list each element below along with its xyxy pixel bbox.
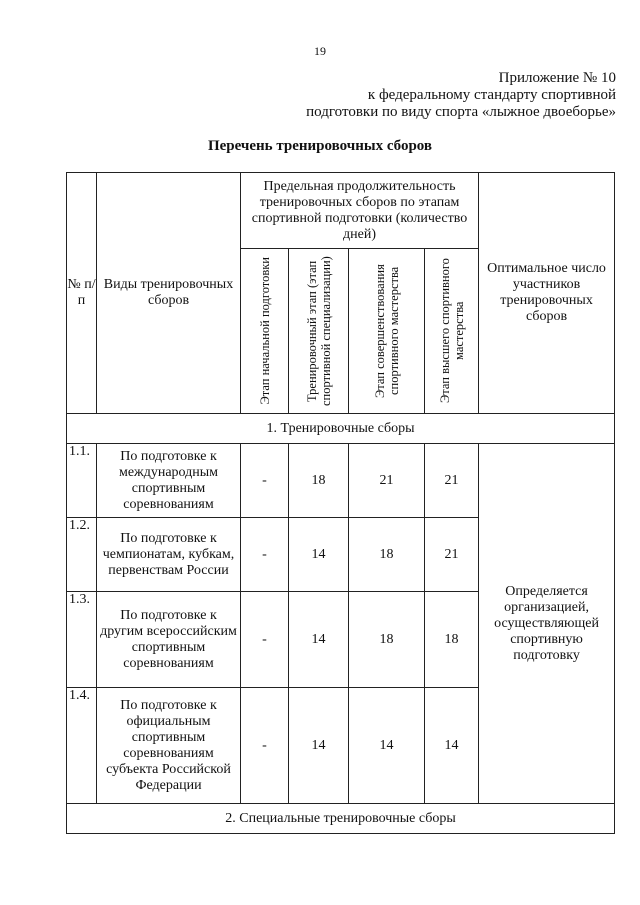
- header-stage-initial: [241, 249, 289, 414]
- table-row: [67, 444, 615, 518]
- row-stage-training-value: 14: [289, 688, 349, 804]
- training-camps-table: [66, 172, 615, 834]
- appendix-line-3: подготовки по виду спорта «лыжное двоеборье»: [306, 104, 616, 120]
- appendix-line-2: к федеральному стандарту спортивной: [367, 87, 616, 103]
- header-stage-improvement-label: Этап совершенствования спортивного мастерства: [372, 264, 401, 398]
- row-number: 1.2.: [67, 518, 97, 592]
- row-kind: По подготовке к официальным спортивным соревнованиям субъекта Российской Федерации: [97, 688, 241, 804]
- row-stage-initial-value: -: [241, 518, 289, 592]
- document-title: Перечень тренировочных сборов: [207, 138, 433, 154]
- row-kind: По подготовке к чемпионатам, кубкам, первенствам России: [97, 518, 241, 592]
- header-duration-group: Предельная продолжительность тренировочных сборов по этапам спортивной подготовки (количество дней): [241, 173, 479, 249]
- row-kind: По подготовке к другим всероссийским спортивным соревнованиям: [97, 592, 241, 688]
- row-number: 1.1.: [67, 444, 97, 518]
- row-stage-initial-value: -: [241, 688, 289, 804]
- row-stage-initial-value: -: [241, 444, 289, 518]
- appendix-line-1: Приложение № 10: [498, 70, 616, 86]
- header-num: № п/п: [67, 173, 97, 414]
- optimal-participants-note: Определяется организацией, осуществляющей спортивную подготовку: [479, 444, 615, 804]
- row-kind: По подготовке к международным спортивным соревнованиям: [97, 444, 241, 518]
- row-stage-higher-value: 14: [425, 688, 479, 804]
- header-optimal-participants: Оптимальное число участников тренировочных сборов: [479, 173, 615, 414]
- row-stage-higher-value: 21: [425, 518, 479, 592]
- header-stage-higher-label: Этап высшего спортивного мастерства: [437, 258, 466, 404]
- header-stage-training: [289, 249, 349, 414]
- page-number: 19: [314, 44, 326, 58]
- header-kinds: Виды тренировочных сборов: [97, 173, 241, 414]
- row-number: 1.3.: [67, 592, 97, 688]
- row-stage-initial-value: -: [241, 592, 289, 688]
- row-stage-training-value: 14: [289, 592, 349, 688]
- row-stage-improvement-value: 14: [349, 688, 425, 804]
- row-number: 1.4.: [67, 688, 97, 804]
- section-1-heading: 1. Тренировочные сборы: [67, 414, 615, 444]
- row-stage-higher-value: 21: [425, 444, 479, 518]
- row-stage-training-value: 18: [289, 444, 349, 518]
- row-stage-improvement-value: 18: [349, 592, 425, 688]
- row-stage-training-value: 14: [289, 518, 349, 592]
- header-stage-training-label: Тренировочный этап (этап спортивной специализации): [304, 256, 333, 406]
- header-stage-improvement: [349, 249, 425, 414]
- row-stage-higher-value: 18: [425, 592, 479, 688]
- header-stage-higher: [425, 249, 479, 414]
- section-2-heading: 2. Специальные тренировочные сборы: [67, 804, 615, 834]
- row-stage-improvement-value: 18: [349, 518, 425, 592]
- row-stage-improvement-value: 21: [349, 444, 425, 518]
- header-stage-initial-label: Этап начальной подготовки: [257, 257, 272, 405]
- appendix-header: [196, 70, 616, 121]
